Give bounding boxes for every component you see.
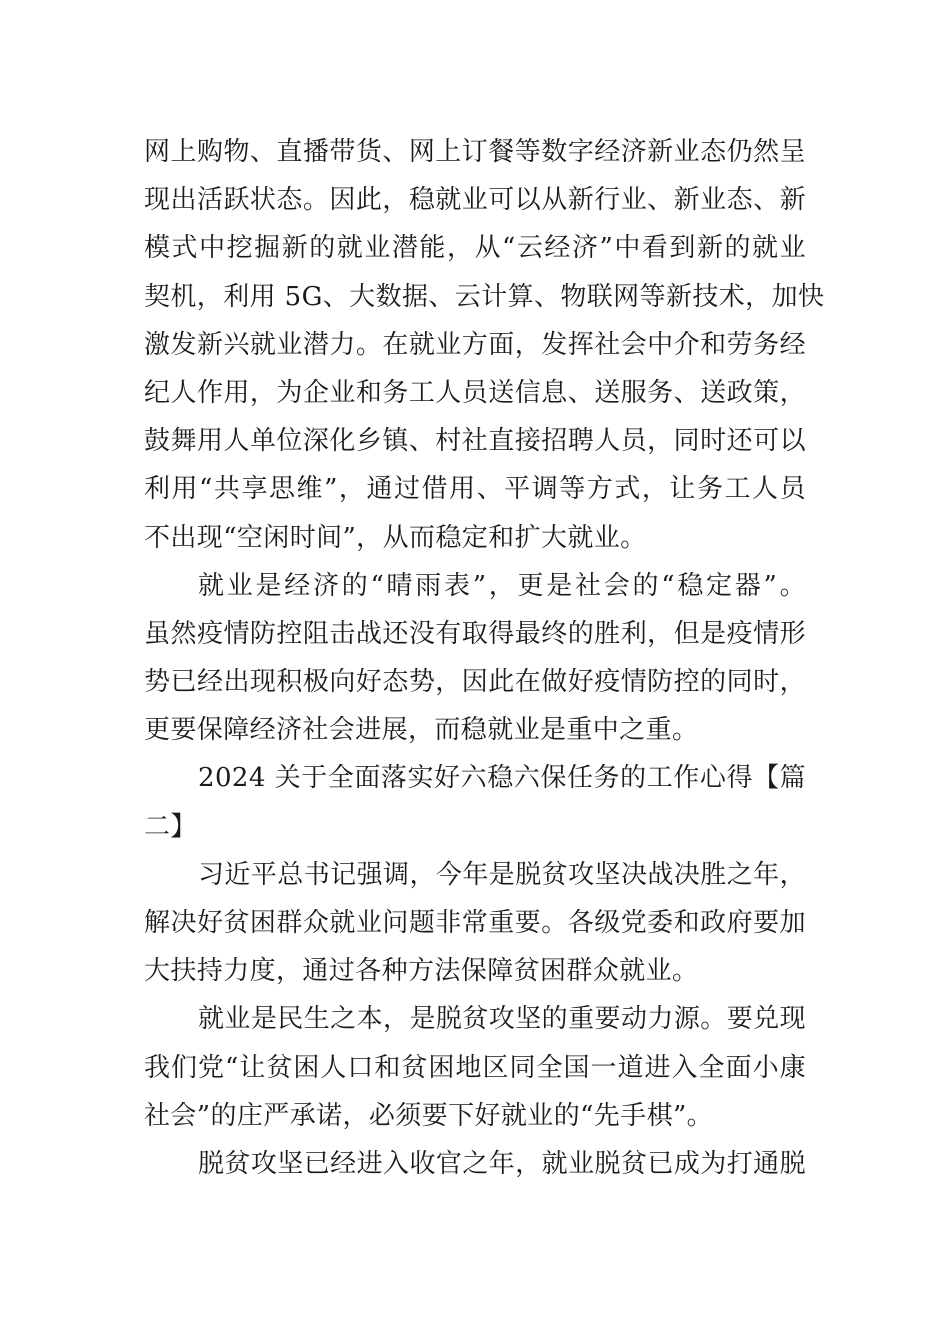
section-heading xyxy=(144,754,806,850)
text-line: 我们党“让贫困人口和贫困地区同全国一道进入全面小康 xyxy=(144,1052,806,1083)
text-line: 大扶持力度，通过各种方法保障贫困群众就业。 xyxy=(144,956,699,987)
paragraph-employment-livelihood xyxy=(144,995,806,1140)
text-line: 现出活跃状态。因此，稳就业可以从新行业、新业态、新 xyxy=(144,185,806,216)
text-line: 虽然疫情防控阻击战还没有取得最终的胜利，但是疫情形 xyxy=(144,618,806,649)
text-line: 势已经出现积极向好态势，因此在做好疫情防控的同时， xyxy=(144,667,806,698)
text-line: 契机，利用 5G、大数据、云计算、物联网等新技术，加快 xyxy=(144,281,825,312)
text-line: 纪人作用，为企业和务工人员送信息、送服务、送政策， xyxy=(144,377,806,408)
text-line: 解决好贫困群众就业问题非常重要。各级党委和政府要加 xyxy=(144,908,806,938)
text-line: 就业是经济的“晴雨表”，更是社会的“稳定器”。 xyxy=(198,570,806,601)
text-line: 利用“共享思维”，通过借用、平调等方式，让务工人员 xyxy=(144,474,806,505)
paragraph-employment-new-economy xyxy=(144,128,825,562)
paragraph-employment-barometer xyxy=(144,562,806,755)
text-line: 鼓舞用人单位深化乡镇、村社直接招聘人员，同时还可以 xyxy=(144,426,806,457)
paragraph-final-year xyxy=(144,1140,806,1188)
document-page xyxy=(144,128,825,1188)
text-line: 模式中挖掘新的就业潜能，从“云经济”中看到新的就业 xyxy=(144,233,806,264)
text-line: 社会”的庄严承诺，必须要下好就业的“先手棋”。 xyxy=(144,1100,714,1131)
heading-line: 2024 关于全面落实好六稳六保任务的工作心得【篇 xyxy=(198,763,806,794)
text-line: 不出现“空闲时间”，从而稳定和扩大就业。 xyxy=(144,522,647,553)
text-line: 激发新兴就业潜力。在就业方面，发挥社会中介和劳务经 xyxy=(144,329,806,360)
heading-line: 二】 xyxy=(144,811,197,842)
text-line: 就业是民生之本，是脱贫攻坚的重要动力源。要兑现 xyxy=(198,1004,806,1035)
text-line: 网上购物、直播带货、网上订餐等数字经济新业态仍然呈 xyxy=(144,137,806,167)
text-line: 习近平总书记强调，今年是脱贫攻坚决战决胜之年， xyxy=(198,859,806,890)
text-line: 更要保障经济社会进展，而稳就业是重中之重。 xyxy=(144,715,699,746)
text-line: 脱贫攻坚已经进入收官之年，就业脱贫已成为打通脱 xyxy=(198,1148,806,1179)
paragraph-poverty-employment xyxy=(144,851,806,996)
